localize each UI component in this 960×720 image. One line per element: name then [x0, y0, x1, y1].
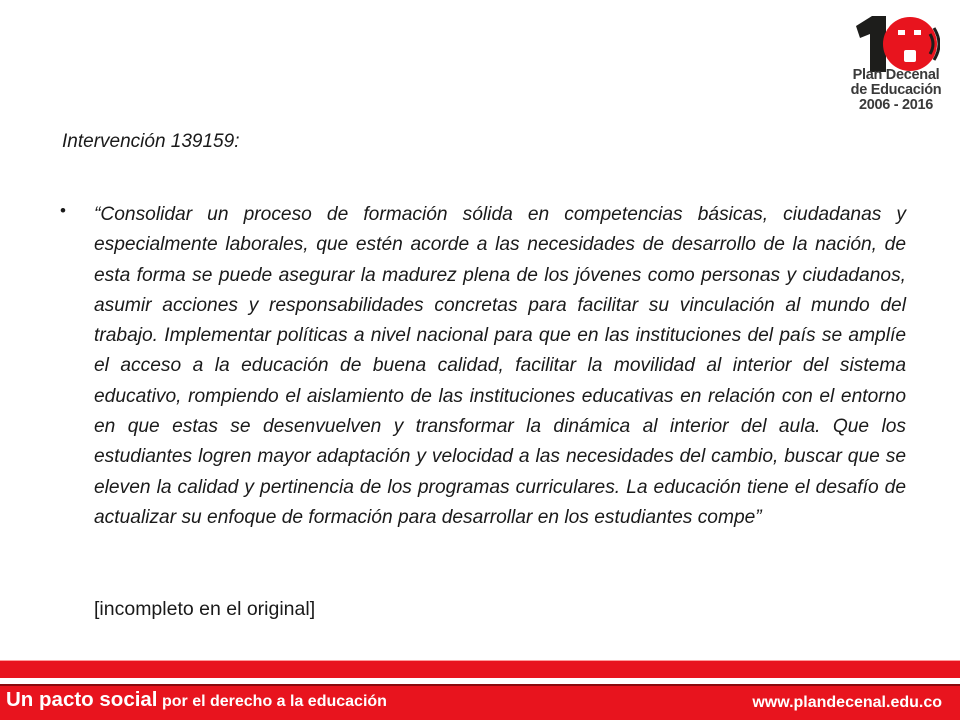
bullet-icon: •: [60, 201, 66, 220]
footer-top-bar: [0, 660, 960, 678]
footer-slogan: [6, 688, 387, 712]
intervention-heading: Intervención 139159:: [62, 131, 240, 152]
logo-text: [848, 68, 944, 113]
incomplete-note: [incompleto en el original]: [94, 598, 316, 620]
logo-line-de-educacion: de Educación: [850, 82, 942, 98]
plan-decenal-logo: [848, 12, 944, 118]
logo-line-years: 2006 - 2016: [858, 97, 934, 113]
intervention-quote: “Consolidar un proceso de formación sólida en competencias básicas, ciudadanas y especialmente laborales, que estén acorde a las necesidades de desarrollo de la nación, de esta forma se puede asegurar la madurez plena de los jóvenes como personas y ciudadanos, asumir acciones y responsabilidades concretas para facilitar su vinculación al mundo del trabajo. Implementar políticas a nivel nacional para que en las instituciones del país se amplíe el acceso a la educación de buena calidad, facilitar la movilidad al interior del sistema educativo, rompiendo el aislamiento de las instituciones educativas en relación con el entorno en que estas se desenvuelven y transformar la dinámica al interior del aula. Que los estudiantes logren mayor adaptación y velocidad a las necesidades del cambio, buscar que se eleven la calidad y pertinencia de los programas curriculares. La educación tiene el desafío de actualizar su enfoque de formación para desarrollar en los estudiantes compe”: [94, 204, 906, 528]
logo-10-mark: [852, 12, 940, 74]
slogan-rest: por el derecho a la educación: [161, 693, 387, 710]
footer-website-link[interactable]: www.plandecenal.edu.co: [752, 694, 942, 711]
logo-line-plan-decenal: Plan Decenal: [852, 67, 940, 83]
slogan-main: Un pacto social: [6, 688, 158, 711]
